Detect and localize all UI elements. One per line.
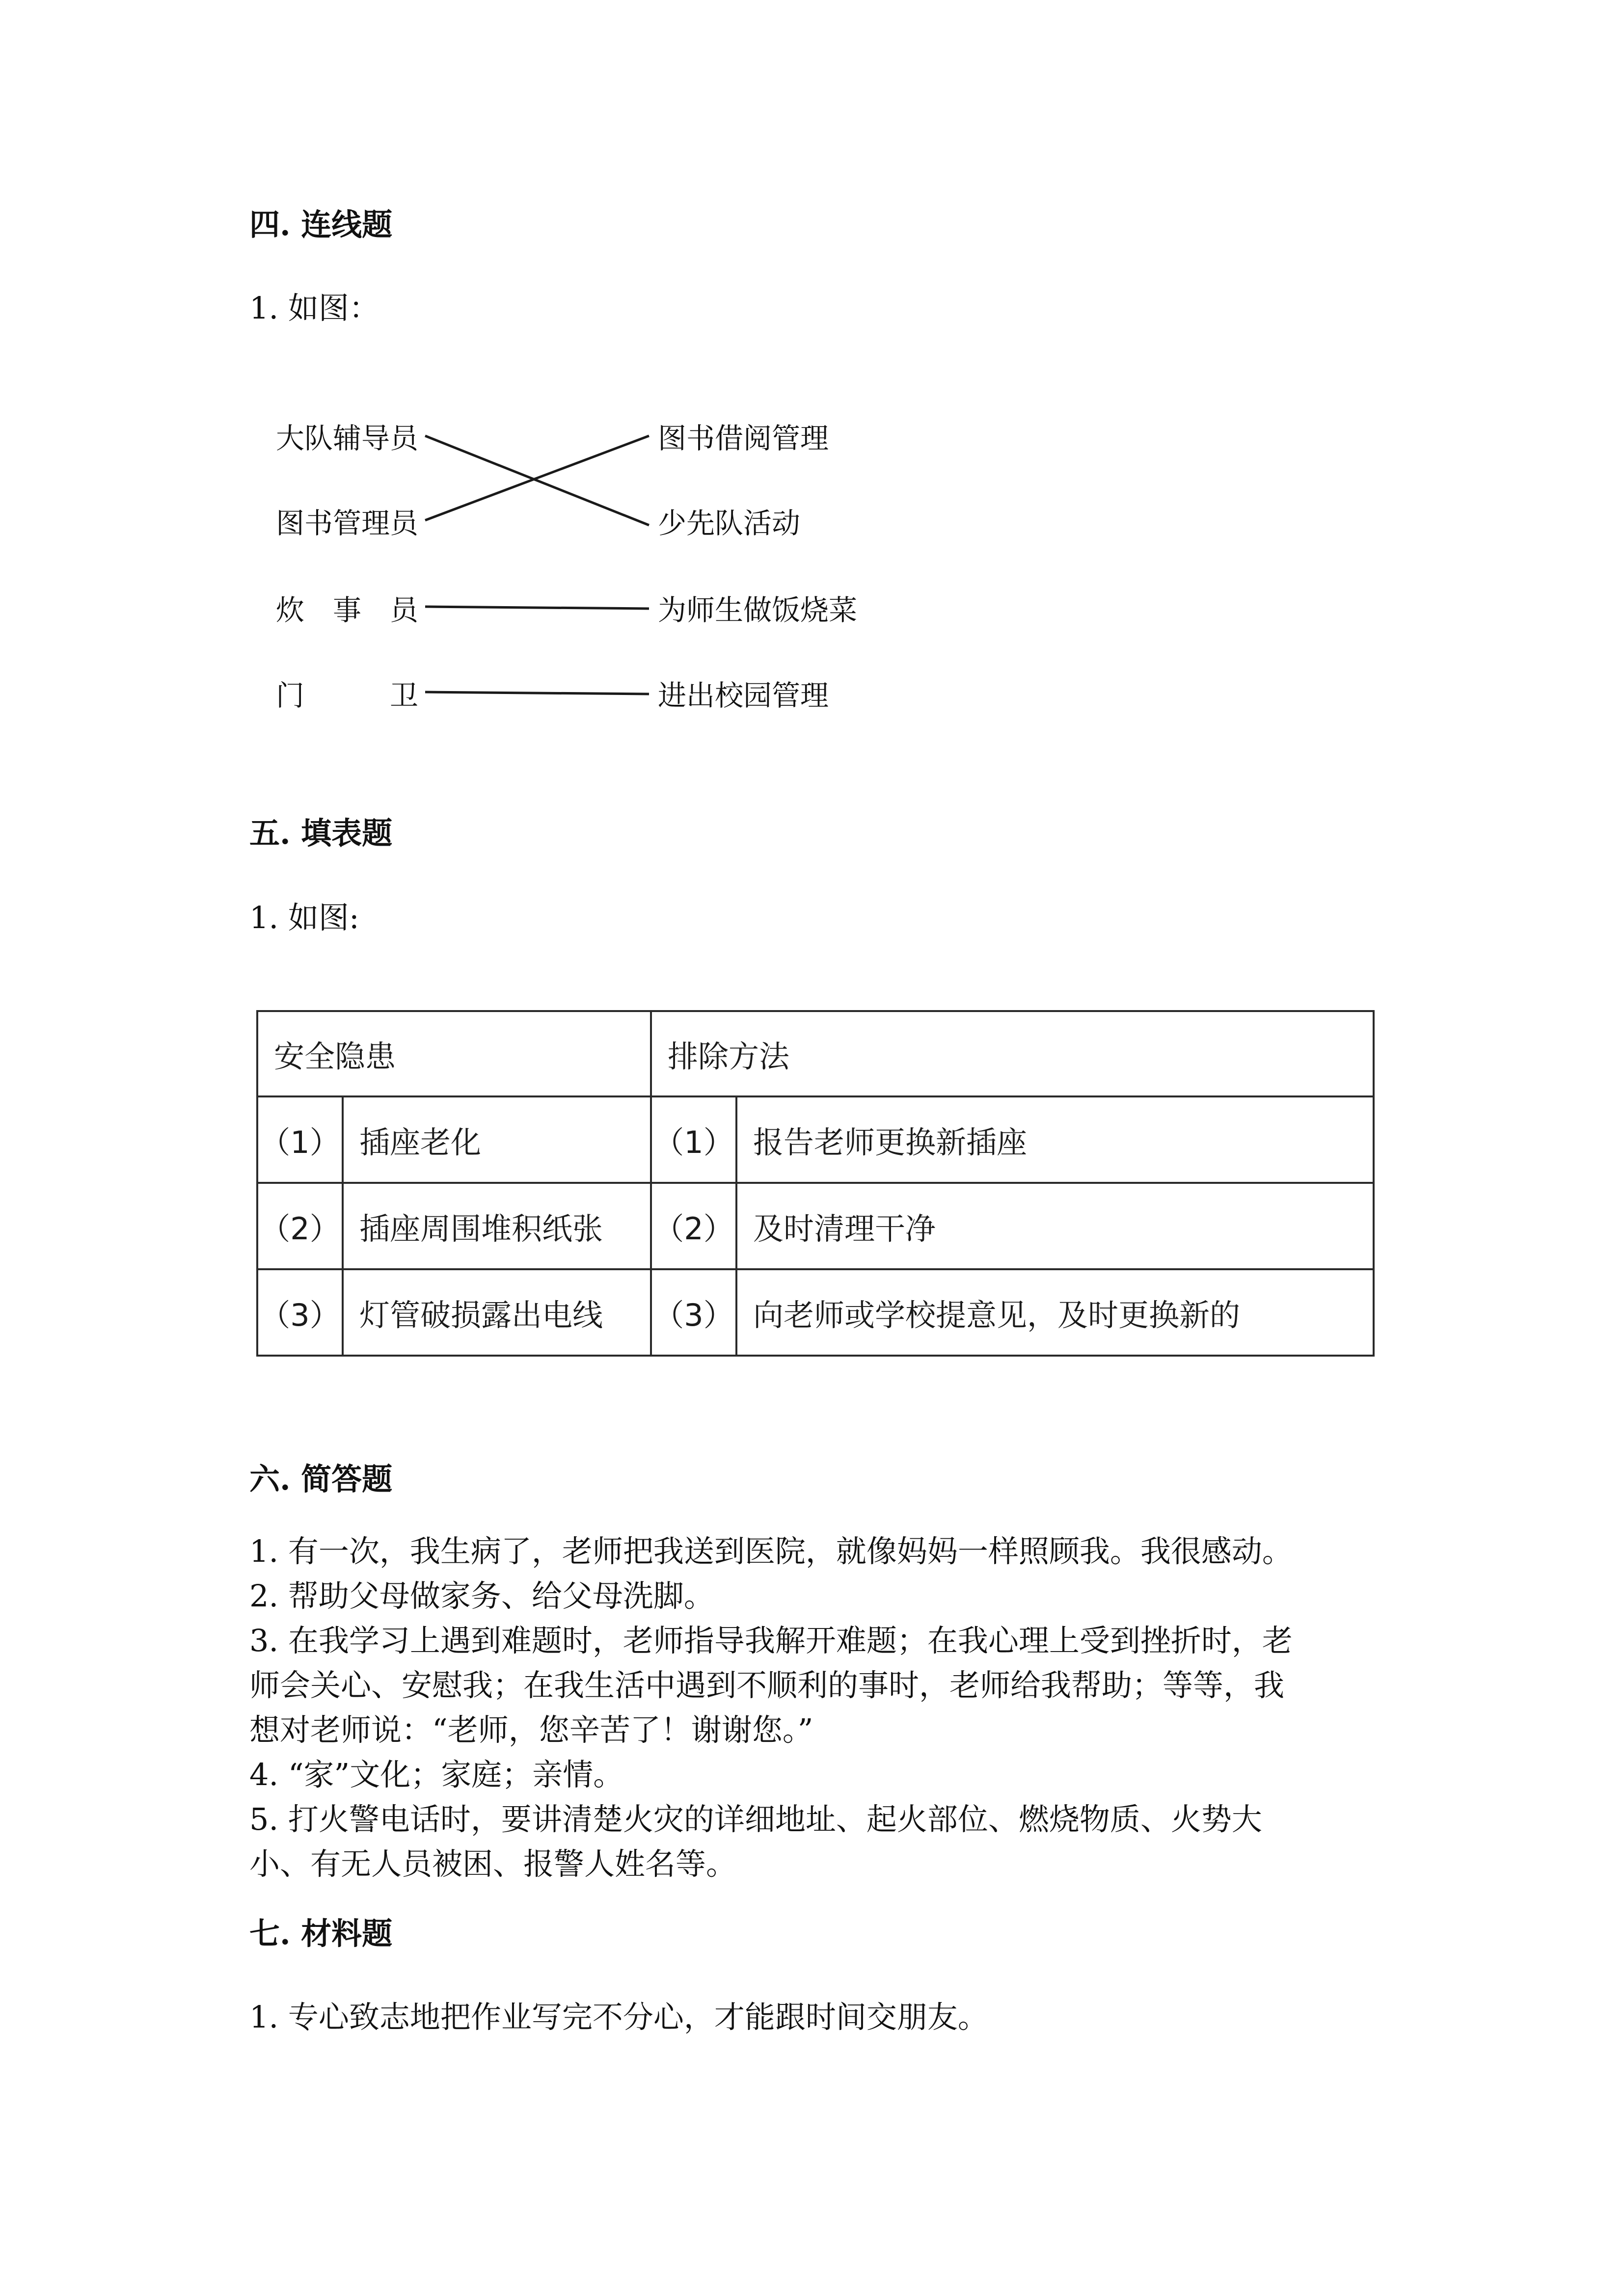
answer-line: 师会关心、安慰我；在我生活中遇到不顺利的事时，老师给我帮助；等等，我	[249, 1667, 1285, 1703]
row-number: （1）	[651, 1096, 736, 1183]
hazard-cell: 灯管破损露出电线	[343, 1269, 651, 1356]
table-header-row	[257, 1011, 1374, 1096]
method-cell: 报告老师更换新插座	[736, 1096, 1374, 1183]
method-cell: 及时清理干净	[736, 1183, 1374, 1269]
table-row	[257, 1269, 1374, 1356]
answer-line: 3. 在我学习上遇到难题时，老师指导我解开难题；在我心理上受到挫折时，老	[249, 1623, 1293, 1658]
method-cell: 向老师或学校提意见，及时更换新的	[736, 1269, 1374, 1356]
hazard-table	[256, 1010, 1375, 1357]
header-method: 排除方法	[651, 1011, 1374, 1096]
match-line-2	[425, 436, 649, 520]
row-number: （3）	[257, 1269, 343, 1356]
answer-line: 想对老师说：“老师，您辛苦了！谢谢您。”	[249, 1712, 813, 1748]
table-row	[257, 1096, 1374, 1183]
row-number: （1）	[257, 1096, 343, 1183]
answer-line: 小、有无人员被困、报警人姓名等。	[249, 1846, 737, 1882]
row-number: （3）	[651, 1269, 736, 1356]
match-line-1	[425, 436, 649, 525]
match-left-3: 炊 事 员	[276, 593, 419, 627]
row-number: （2）	[651, 1183, 736, 1269]
section-4-heading: 四. 连线题	[249, 207, 393, 242]
hazard-cell: 插座老化	[343, 1096, 651, 1183]
match-right-3: 为师生做饭烧菜	[658, 593, 858, 627]
answer-line: 1. 有一次，我生病了，老师把我送到医院，就像妈妈一样照顾我。我很感动。	[249, 1533, 1293, 1569]
match-right-4: 进出校园管理	[658, 679, 829, 712]
match-left-2: 图书管理员	[276, 507, 419, 540]
section-4-question: 1. 如图：	[249, 290, 379, 326]
match-line-4	[425, 692, 649, 694]
match-line-3	[425, 607, 649, 609]
section-5-heading: 五. 填表题	[249, 815, 393, 851]
match-left-4: 门 卫	[276, 679, 419, 712]
match-right-2: 少先队活动	[658, 507, 801, 540]
section-6-heading: 六. 简答题	[249, 1461, 393, 1497]
section-7-heading: 七. 材料题	[249, 1916, 393, 1951]
header-hazard: 安全隐患	[257, 1011, 651, 1096]
row-number: （2）	[257, 1183, 343, 1269]
section-7-answer: 1. 专心致志地把作业写完不分心，才能跟时间交朋友。	[249, 1999, 988, 2035]
section-5-question: 1. 如图:	[249, 900, 359, 935]
answer-line: 4. “家”文化；家庭；亲情。	[249, 1757, 624, 1792]
hazard-cell: 插座周围堆积纸张	[343, 1183, 651, 1269]
match-right-1: 图书借阅管理	[658, 422, 829, 455]
answer-line: 2. 帮助父母做家务、给父母洗脚。	[249, 1578, 714, 1614]
answer-line: 5. 打火警电话时，要讲清楚火灾的详细地址、起火部位、燃烧物质、火势大	[249, 1801, 1262, 1837]
match-left-1: 大队辅导员	[276, 422, 419, 455]
table-row	[257, 1183, 1374, 1269]
